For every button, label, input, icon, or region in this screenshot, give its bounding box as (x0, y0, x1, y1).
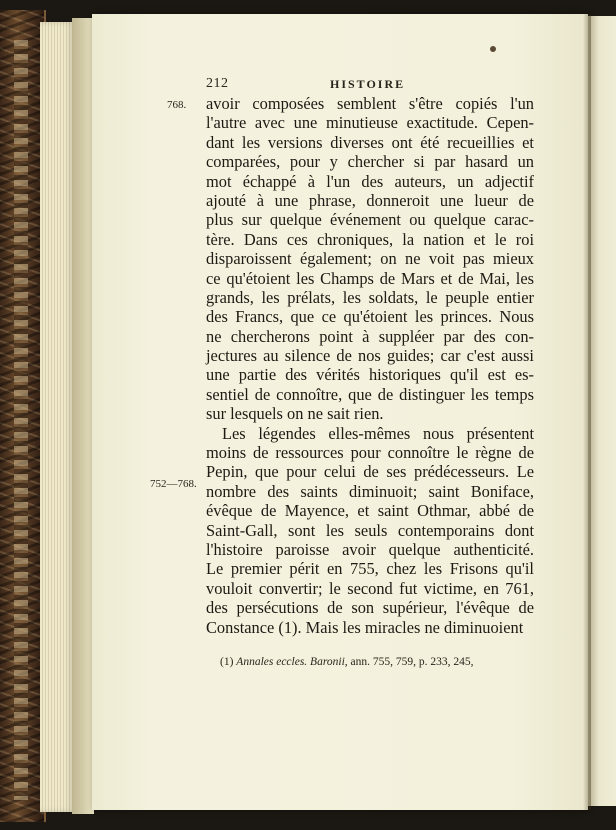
running-head: HISTOIRE (330, 77, 406, 91)
footnote-marker: (1) (220, 656, 234, 668)
text-line: ne chercherons point à suppléer par des con- (206, 326, 534, 346)
paragraph (206, 94, 534, 424)
facing-page-edge (588, 16, 616, 806)
text-line: Pepin, que pour celui de ses prédécesseurs. Le (206, 462, 534, 482)
text-line: nombre des saints diminuoit; saint Boniface, (206, 481, 534, 501)
text-line: l'histoire paroisse avoir quelque authenticité. (206, 539, 534, 559)
text-line: disparoissent également; on ne voit pas mieux (206, 249, 534, 269)
text-line: l'autre avec une minutieuse exactitude. Cepen- (206, 113, 534, 133)
text-line: tère. Dans ces chroniques, la nation et le roi (206, 229, 534, 249)
ink-spot (490, 46, 496, 52)
text-line: sentiel de connoître, que de distinguer les temps (206, 384, 534, 404)
text-line: grands, les prélats, les soldats, le peuple entier (206, 287, 534, 307)
text-line: avoir composées semblent s'être copiés l'un (206, 94, 534, 113)
spine-decoration (14, 40, 28, 800)
gutter-shadow (583, 14, 591, 810)
footnote (220, 656, 532, 668)
text-line: Saint-Gall, sont les seuls contemporains dont (206, 520, 534, 540)
paragraph (206, 424, 534, 637)
footnote-title: Annales eccles. Baronii (236, 656, 345, 668)
text-line: jectures au silence de nos guides; car c'est aussi (206, 346, 534, 366)
text-line: évêque de Mayence, et saint Othmar, abbé de (206, 501, 534, 521)
page-edges (40, 22, 74, 812)
text-line: Les légendes elles-mêmes nous présentent (222, 423, 534, 443)
text-line: moins de ressources pour connoître le règne de (206, 443, 534, 463)
text-line: vouloit convertir; le second fut victime, en 761, (206, 578, 534, 598)
text-line: des persécutions de son supérieur, l'évêque de (206, 598, 534, 618)
text-line: Le premier périt en 755, chez les Frisons qu'il (206, 559, 534, 579)
margin-note-date-range: 752—768. (150, 478, 197, 490)
text-line: des Francs, que ce qu'étoient les princes. Nous (206, 307, 534, 327)
text-line: une partie des vérités historiques qu'il est es- (206, 365, 534, 385)
text-line: ajouté à une phrase, donneroit une lueur de (206, 190, 534, 210)
text-line: Constance (1). Mais les miracles ne diminuoient (206, 617, 524, 637)
footnote-rest: , ann. 755, 759, p. 233, 245, (344, 656, 474, 668)
page-margin-shadow (72, 18, 94, 814)
text-line: sur lesquels on ne sait rien. (206, 404, 384, 424)
text-line: ce qu'étoient les Champs de Mars et de Mai, les (206, 268, 534, 288)
margin-note-year: 768. (167, 99, 187, 111)
text-line: dant les versions diverses ont été recueillies et (206, 132, 534, 152)
text-line: comparées, pour y chercher si par hasard un (206, 152, 534, 172)
text-line: plus sur quelque événement ou quelque carac- (206, 210, 534, 230)
page-number: 212 (206, 76, 229, 91)
text-line: mot échappé à l'un des auteurs, un adjectif (206, 171, 534, 191)
body-text (206, 94, 534, 637)
